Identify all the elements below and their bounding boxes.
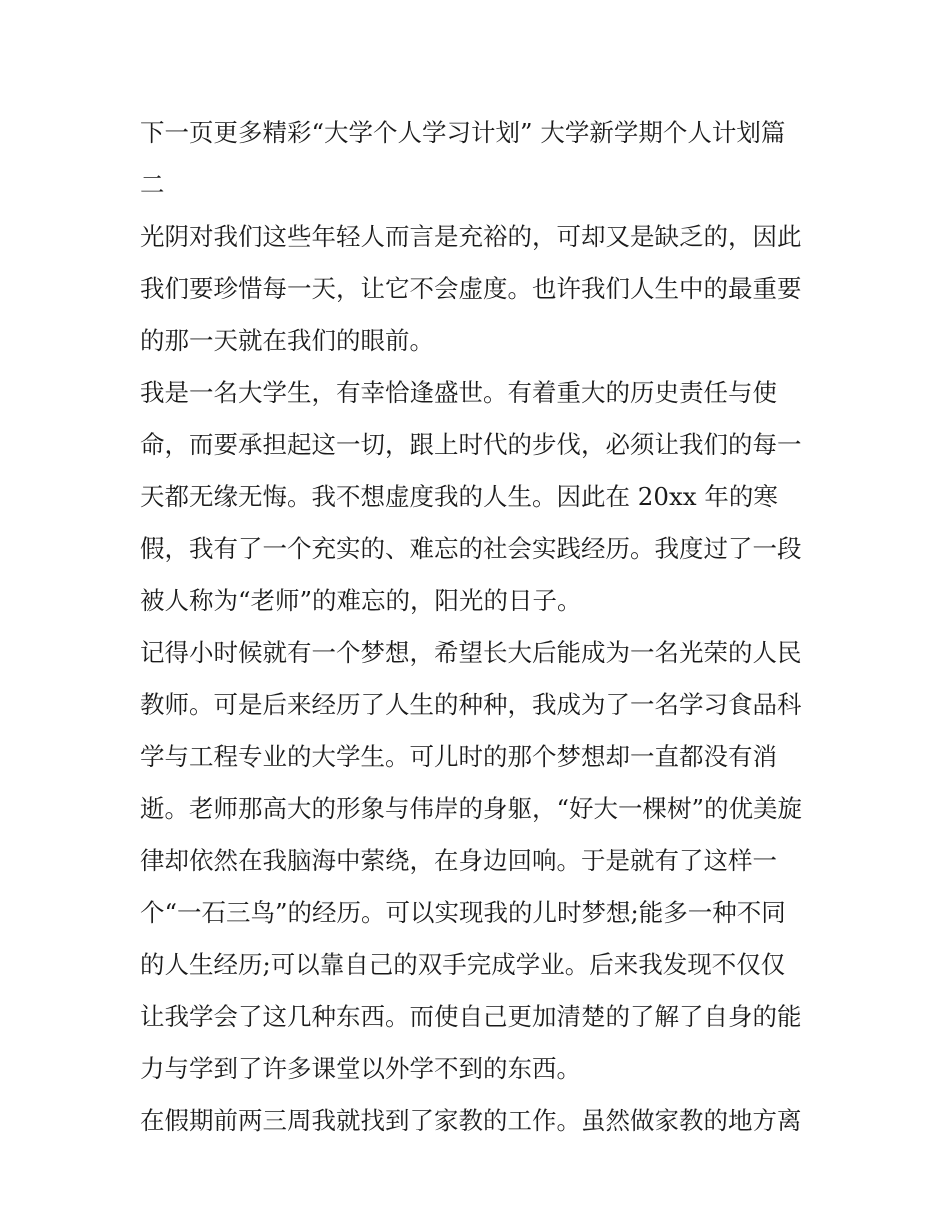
paragraph-3-line-1: 记得小时候就有一个梦想，希望长大后能成为一名光荣的人民	[140, 638, 802, 667]
paragraph-4-line-1: 在假期前两三周我就找到了家教的工作。虽然做家教的地方离	[140, 1106, 802, 1135]
paragraph-2-line-3: 天都无缘无悔。我不想虚度我的人生。因此在 20xx 年的寒	[140, 482, 778, 511]
paragraph-1-line-2: 我们要珍惜每一天，让它不会虚度。也许我们人生中的最重要	[140, 274, 802, 303]
paragraph-2-line-4: 假，我有了一个充实的、难忘的社会实践经历。我度过了一段	[140, 534, 802, 563]
document-body	[140, 107, 816, 1147]
paragraph-2-line-2: 命，而要承担起这一切，跟上时代的步伐，必须让我们的每一	[140, 430, 802, 459]
paragraph-3-line-7: 的人生经历;可以靠自己的双手完成学业。后来我发现不仅仅	[140, 950, 786, 979]
paragraph-3-line-8: 让我学会了这几种东西。而使自己更加清楚的了解了自身的能	[140, 1002, 802, 1031]
paragraph-3-line-9: 力与学到了许多课堂以外学不到的东西。	[140, 1054, 581, 1083]
paragraph-1-line-3: 的那一天就在我们的眼前。	[140, 326, 434, 355]
paragraph-3-line-4: 逝。老师那高大的形象与伟岸的身躯，“好大一棵树”的优美旋	[140, 794, 803, 823]
paragraph-1-line-1: 光阴对我们这些年轻人而言是充裕的，可却又是缺乏的，因此	[140, 222, 802, 251]
paragraph-3-line-3: 学与工程专业的大学生。可儿时的那个梦想却一直都没有消	[140, 742, 777, 771]
paragraph-3-line-2: 教师。可是后来经历了人生的种种，我成为了一名学习食品科	[140, 690, 802, 719]
heading-line-2: 二	[140, 170, 165, 199]
paragraph-2-line-1: 我是一名大学生，有幸恰逢盛世。有着重大的历史责任与使	[140, 378, 777, 407]
paragraph-3-line-5: 律却依然在我脑海中萦绕，在身边回响。于是就有了这样一	[140, 846, 777, 875]
paragraph-2-line-5: 被人称为“老师”的难忘的，阳光的日子。	[140, 586, 582, 615]
paragraph-3-line-6: 个“一石三鸟”的经历。可以实现我的儿时梦想;能多一种不同	[140, 898, 786, 927]
heading-line-1: 下一页更多精彩“大学个人学习计划” 大学新学期个人计划篇	[140, 118, 786, 147]
